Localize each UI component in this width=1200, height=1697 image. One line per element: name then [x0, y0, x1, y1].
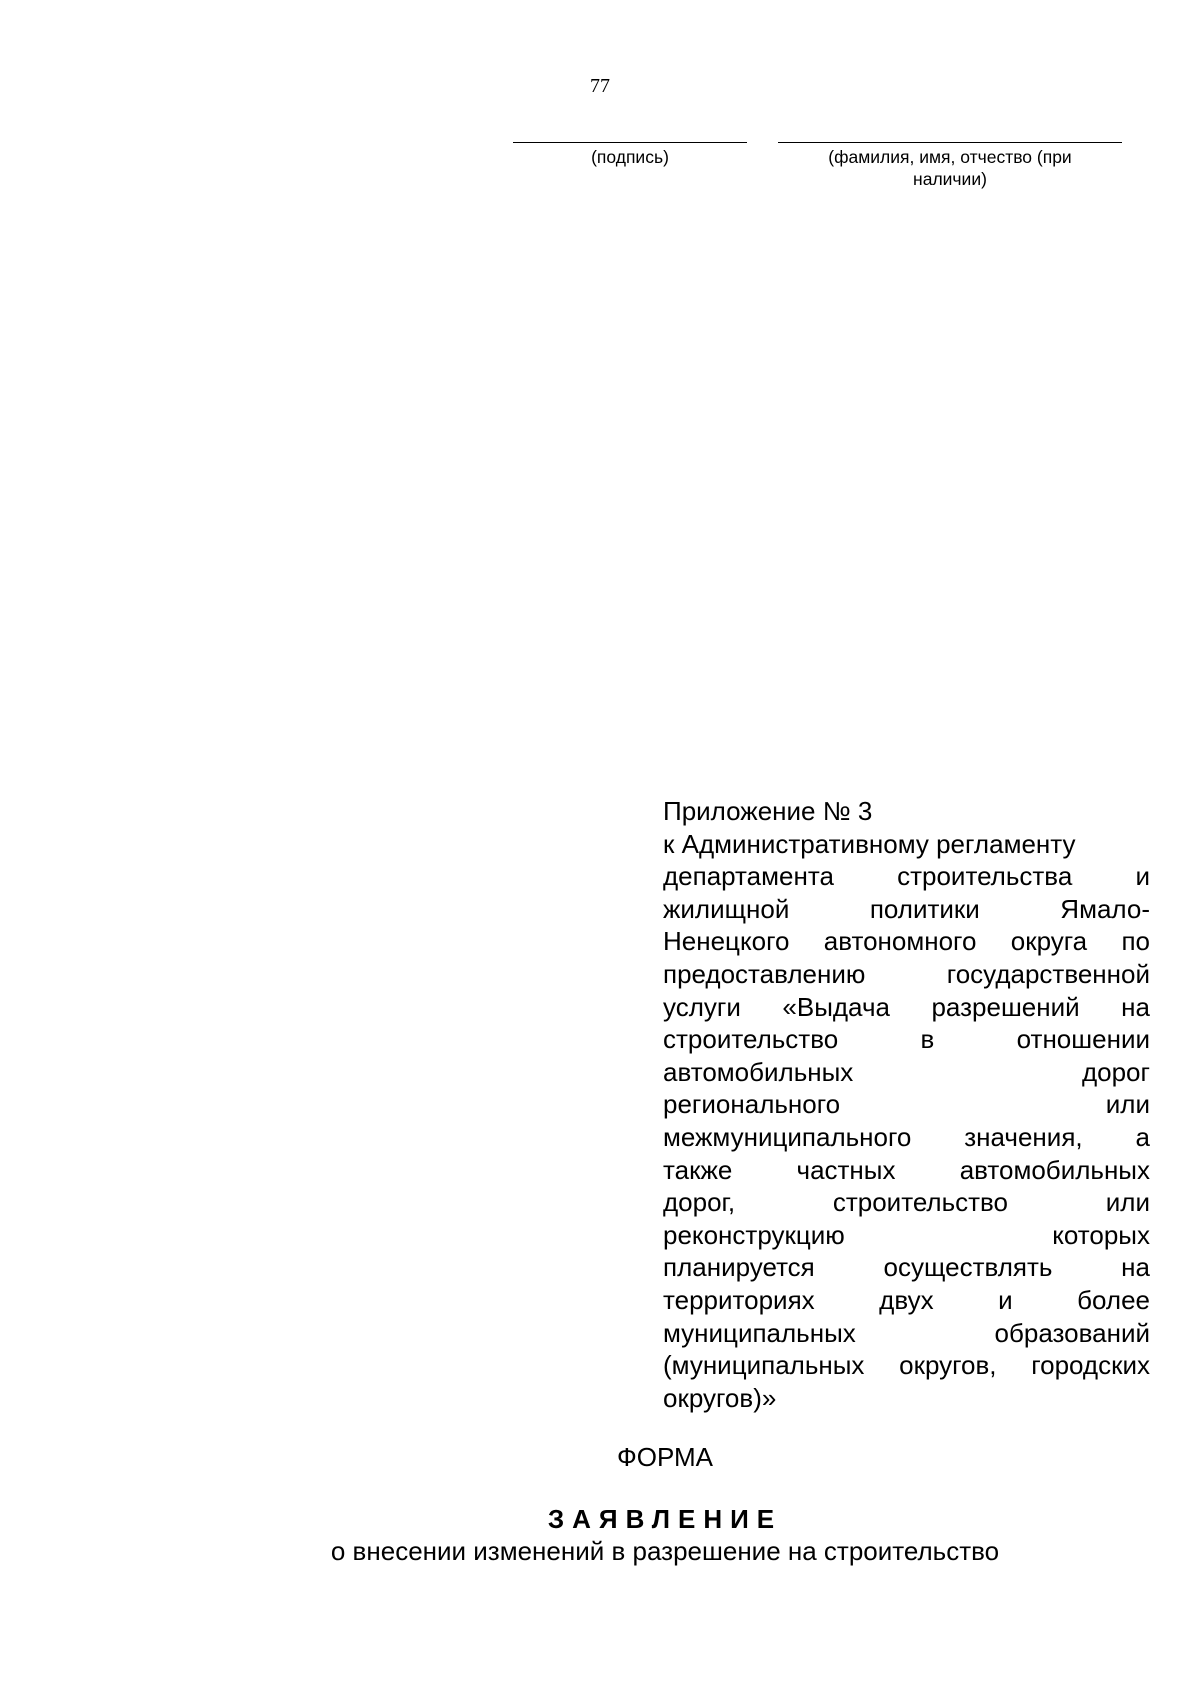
- appendix-line: дорог, строительство или: [663, 1187, 1150, 1218]
- form-label: ФОРМА: [616, 1442, 714, 1472]
- appendix-line: муниципальных образований: [663, 1317, 1150, 1348]
- appendix-line: строительство в отношении: [663, 1024, 1150, 1055]
- appendix-line: территориях двух и более: [663, 1284, 1150, 1315]
- document-title: ЗАЯВЛЕНИЕ: [547, 1504, 783, 1534]
- appendix-title: Приложение № 3: [663, 796, 873, 826]
- appendix-header: [663, 795, 1150, 1414]
- page-number: 77: [590, 75, 610, 97]
- appendix-line: Ненецкого автономного округа по: [663, 926, 1150, 957]
- appendix-line: к Административному регламенту: [663, 828, 1076, 859]
- full-name-caption-line1: (фамилия, имя, отчество (при: [828, 147, 1072, 167]
- appendix-line: округов)»: [663, 1382, 777, 1413]
- full-name-caption-line2: наличии): [913, 169, 987, 189]
- appendix-line: услуги «Выдача разрешений на: [663, 991, 1150, 1022]
- appendix-line: автомобильных дорог: [663, 1056, 1150, 1087]
- appendix-line: планируется осуществлять на: [663, 1252, 1150, 1283]
- appendix-line: департамента строительства и: [663, 861, 1150, 892]
- appendix-line: реконструкцию которых: [663, 1219, 1150, 1250]
- full-name-line: [778, 142, 1122, 190]
- appendix-line: предоставлению государственной: [663, 958, 1150, 989]
- signature-caption: (подпись): [591, 147, 669, 167]
- document-subtitle: о внесении изменений в разрешение на строительство: [330, 1536, 1000, 1566]
- appendix-line: регионального или: [663, 1089, 1150, 1120]
- appendix-line: (муниципальных округов, городских: [663, 1350, 1150, 1381]
- signature-line: [513, 142, 747, 168]
- appendix-line: жилищной политики Ямало-: [663, 893, 1150, 924]
- appendix-line: межмуниципального значения, а: [663, 1121, 1150, 1152]
- appendix-line: также частных автомобильных: [663, 1154, 1150, 1185]
